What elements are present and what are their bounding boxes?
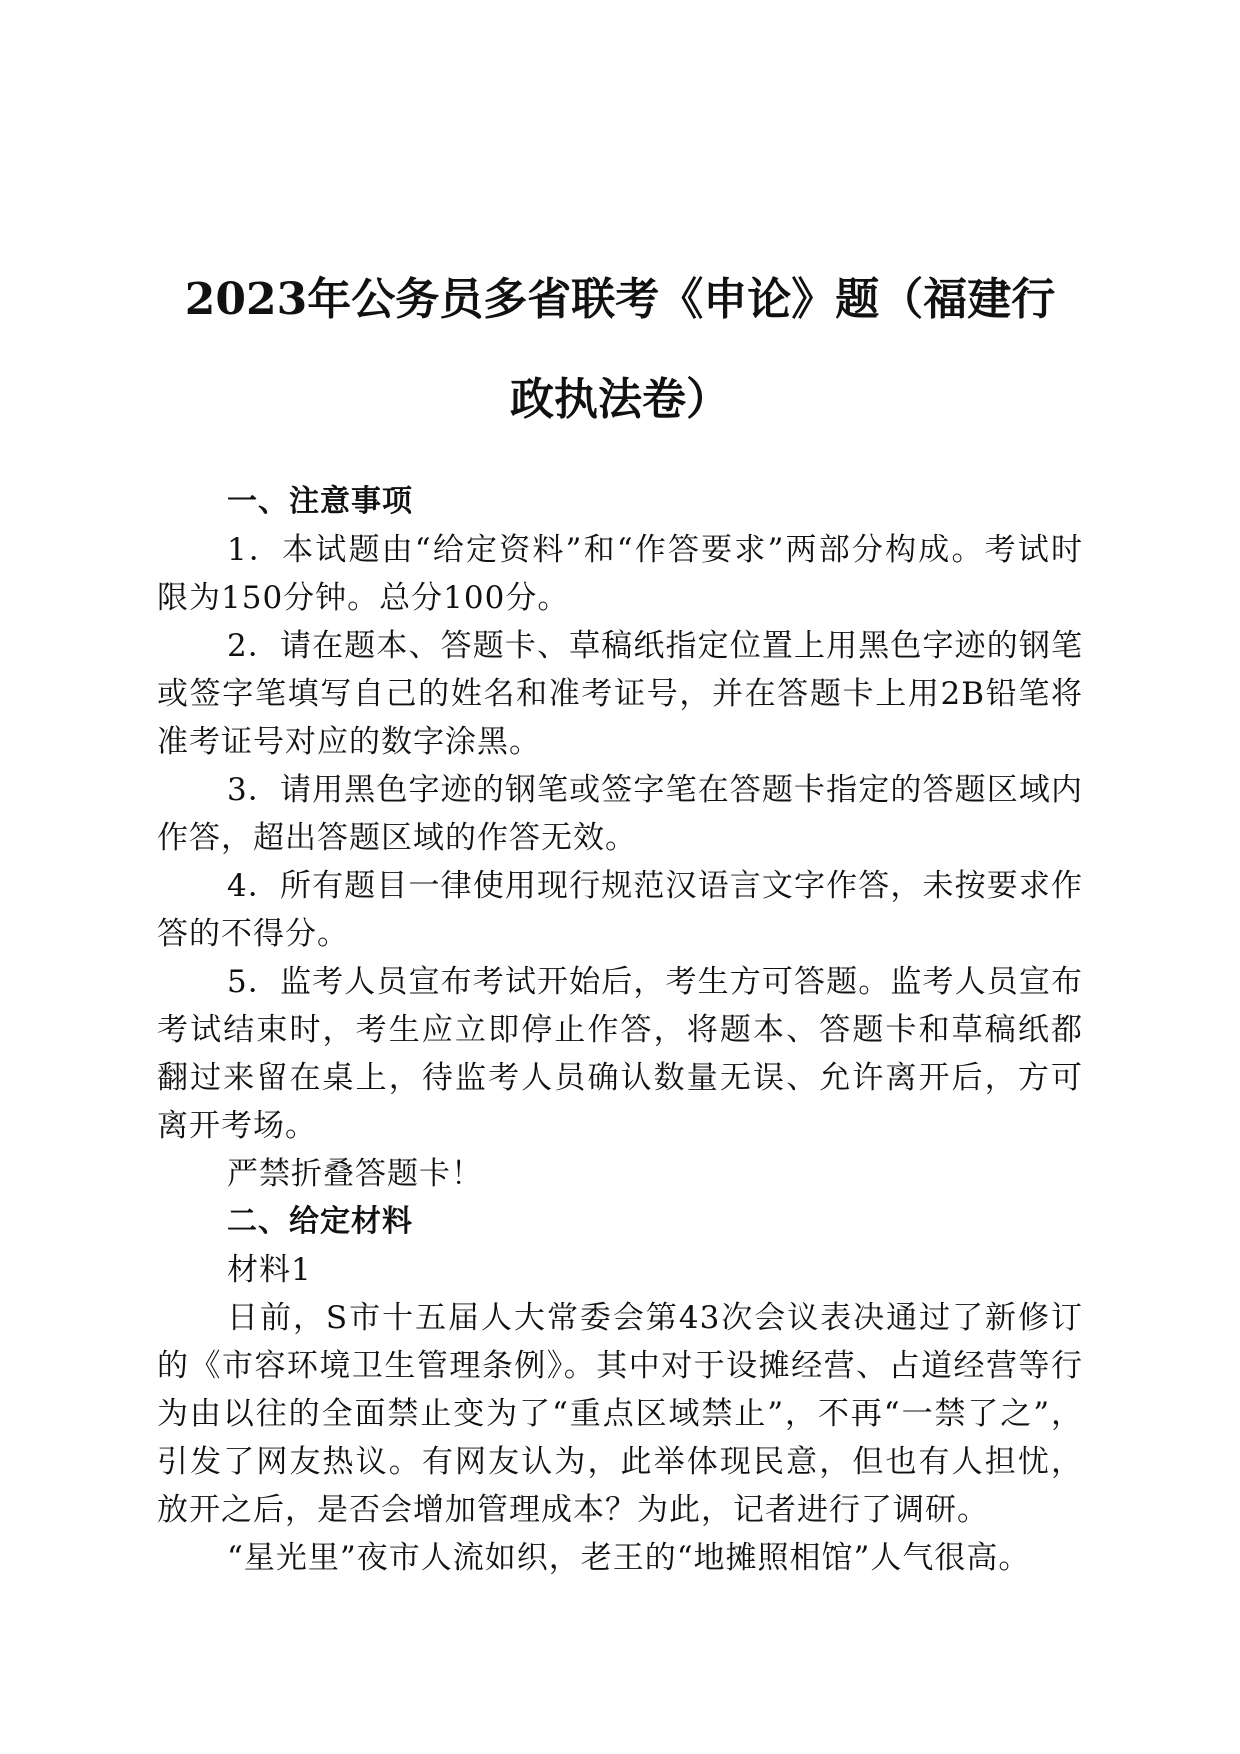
note-item-2: 2．请在题本、答题卡、草稿纸指定位置上用黑色字迹的钢笔或签字笔填写自己的姓名和准考证号，并在答题卡上用2B铅笔将准考证号对应的数字涂黑。 [157, 628, 1083, 760]
note-item-3: 3．请用黑色字迹的钢笔或签字笔在答题卡指定的答题区域内作答，超出答题区域的作答无效。 [157, 772, 1083, 856]
title-line-1: 2023年公务员多省联考《申论》题（福建行 [184, 274, 1056, 325]
material-label: 材料1 [227, 1252, 312, 1288]
note-item-5: 5．监考人员宣布考试开始后，考生方可答题。监考人员宣布考试结束时，考生应立即停止作答，将题本、答题卡和草稿纸都翻过来留在桌上，待监考人员确认数量无误、允许离开后，方可离开考场。 [157, 964, 1083, 1144]
material-paragraph-1: 日前，S市十五届人大常委会第43次会议表决通过了新修订的《市容环境卫生管理条例》。其中对于设摊经营、占道经营等行为由以往的全面禁止变为了“重点区域禁止”，不再“一禁了之”，引发了网友热议。有网友认为，此举体现民意，但也有人担忧，放开之后，是否会增加管理成本？为此，记者进行了调研。 [157, 1300, 1083, 1528]
note-item-1: 1．本试题由“给定资料”和“作答要求”两部分构成。考试时限为150分钟。总分100分。 [157, 532, 1083, 616]
document-body [157, 478, 1083, 1582]
section-heading-notes: 一、注意事项 [227, 484, 413, 519]
document-title [150, 250, 1090, 450]
note-item-4: 4．所有题目一律使用现行规范汉语言文字作答，未按要求作答的不得分。 [157, 868, 1083, 952]
material-paragraph-2: “星光里”夜市人流如织，老王的“地摊照相馆”人气很高。 [227, 1540, 1031, 1576]
warning-text: 严禁折叠答题卡！ [227, 1156, 483, 1192]
section-heading-materials: 二、给定材料 [227, 1204, 413, 1239]
title-line-2: 政执法卷） [510, 374, 730, 425]
